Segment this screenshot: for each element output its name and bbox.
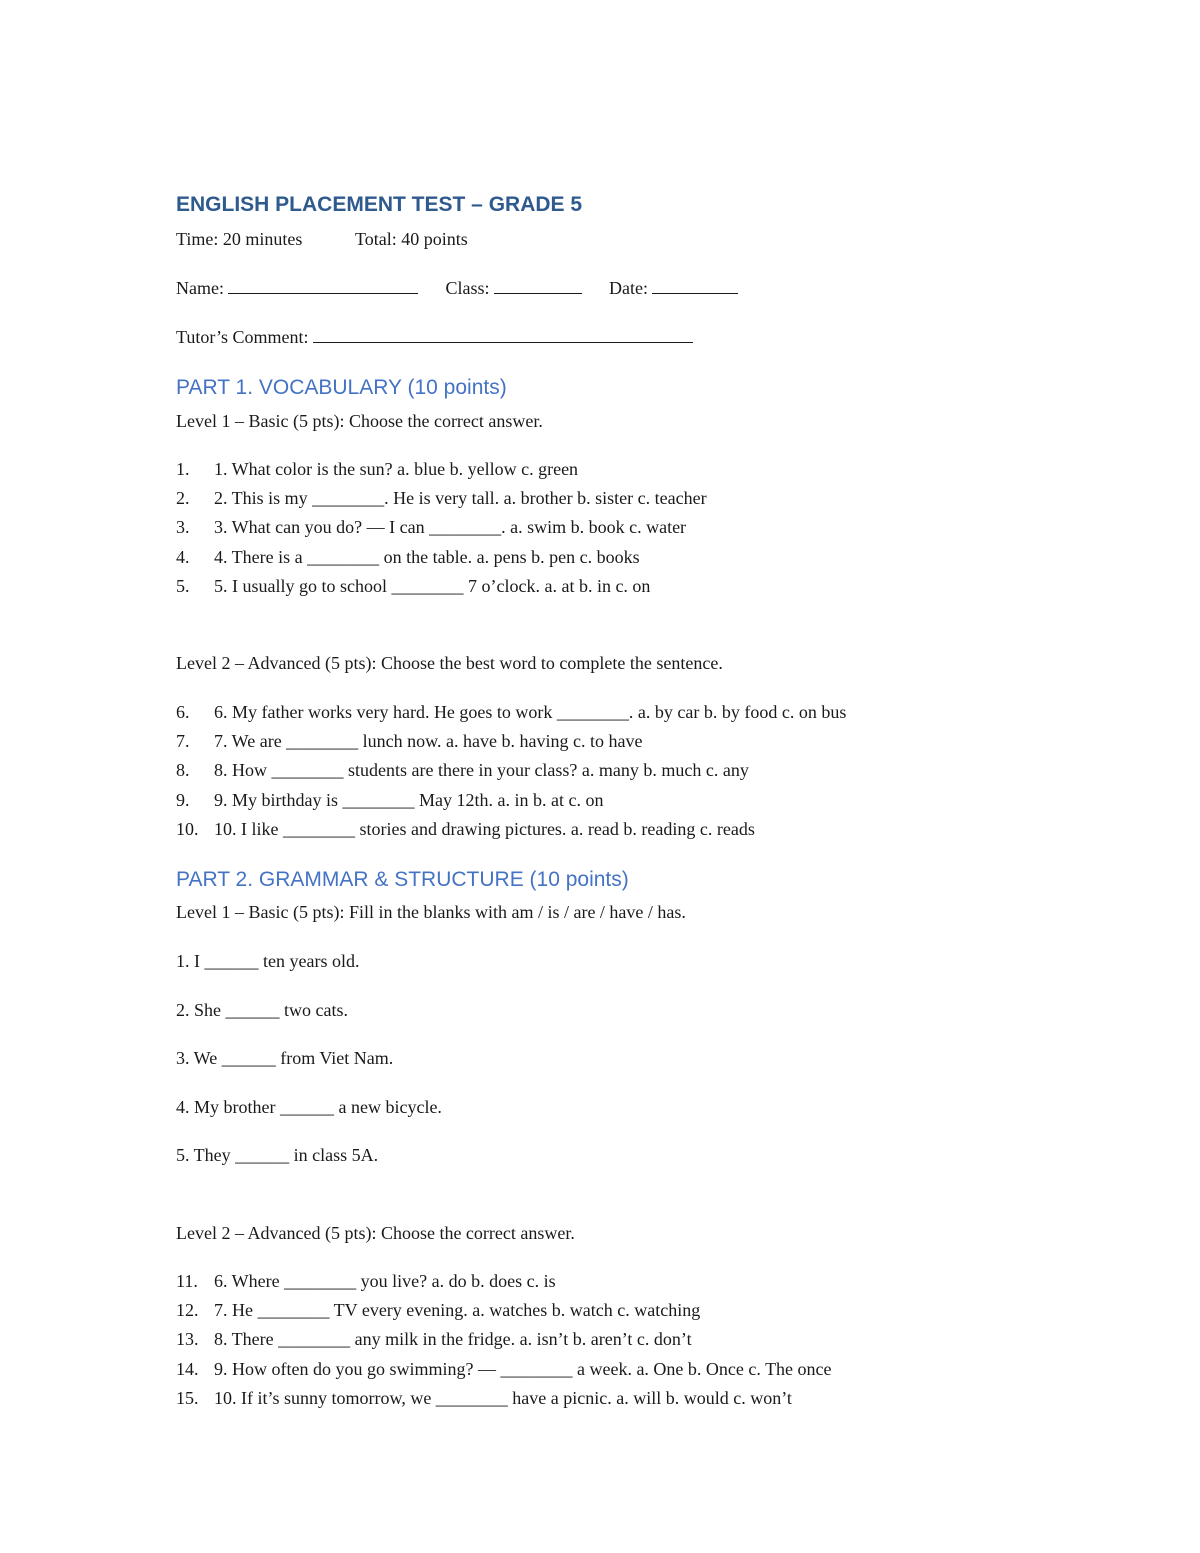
fill-blank-item: 4. My brother ______ a new bicycle. (176, 1097, 442, 1117)
list-item: 14. 9. How often do you go swimming? — ________ a week. a. One b. Once c. The once (176, 1358, 832, 1379)
name-label: Name: (176, 278, 224, 298)
part2-level2-list (176, 1271, 832, 1417)
part2-heading: PART 2. GRAMMAR & STRUCTURE (10 points) (176, 868, 629, 891)
list-item: 9. 9. My birthday is ________ May 12th. a. in b. at c. on (176, 789, 604, 810)
list-item: 13. 8. There ________ any milk in the fridge. a. isn’t b. aren’t c. don’t (176, 1329, 692, 1350)
part1-level1-list (176, 459, 707, 605)
list-item: 15. 10. If it’s sunny tomorrow, we ________ have a picnic. a. will b. would c. won’t (176, 1387, 792, 1408)
time-label: Time: 20 minutes (176, 229, 303, 249)
student-info-line (176, 278, 738, 299)
list-item: 10. 10. I like ________ stories and drawing pictures. a. read b. reading c. reads (176, 818, 755, 839)
fill-blank-item: 1. I ______ ten years old. (176, 951, 360, 971)
fill-blank-item: 5. They ______ in class 5A. (176, 1145, 379, 1165)
part2-level2-instructions: Level 2 – Advanced (5 pts): Choose the correct answer. (176, 1223, 575, 1243)
list-item: 5. 5. I usually go to school ________ 7 o’clock. a. at b. in c. on (176, 575, 651, 596)
list-item: 3. 3. What can you do? — I can ________. a. swim b. book c. water (176, 517, 687, 538)
list-item: 4. 4. There is a ________ on the table. a. pens b. pen c. books (176, 546, 640, 567)
list-item: 2. 2. This is my ________. He is very tall. a. brother b. sister c. teacher (176, 488, 707, 509)
list-item: 12. 7. He ________ TV every evening. a. watches b. watch c. watching (176, 1300, 701, 1321)
part1-level1-instructions: Level 1 – Basic (5 pts): Choose the correct answer. (176, 411, 543, 431)
list-item: 1. 1. What color is the sun? a. blue b. yellow c. green (176, 459, 579, 479)
list-item: 6. 6. My father works very hard. He goes to work ________. a. by car b. by food c. on bus (176, 702, 847, 722)
part1-level2-list (176, 702, 846, 848)
part1-level2-instructions: Level 2 – Advanced (5 pts): Choose the best word to complete the sentence. (176, 653, 723, 673)
list-item: 11. 6. Where ________ you live? a. do b. does c. is (176, 1271, 556, 1291)
comment-field[interactable] (313, 328, 693, 343)
list-item: 7. 7. We are ________ lunch now. a. have b. having c. to have (176, 731, 643, 752)
date-label: Date: (609, 278, 648, 298)
comment-label: Tutor’s Comment: (176, 327, 309, 347)
list-item: 8. 8. How ________ students are there in your class? a. many b. much c. any (176, 760, 749, 781)
class-field[interactable] (494, 279, 582, 294)
date-field[interactable] (652, 279, 738, 294)
part2-level1-instructions: Level 1 – Basic (5 pts): Fill in the blanks with am / is / are / have / has. (176, 902, 686, 922)
time-total-line (176, 229, 468, 250)
class-label: Class: (445, 278, 490, 298)
name-field[interactable] (228, 279, 418, 294)
part1-heading: PART 1. VOCABULARY (10 points) (176, 376, 507, 399)
page-title: ENGLISH PLACEMENT TEST – GRADE 5 (176, 193, 583, 216)
fill-blank-item: 3. We ______ from Viet Nam. (176, 1048, 394, 1068)
tutor-comment-line (176, 327, 693, 348)
total-label: Total: 40 points (355, 229, 468, 249)
fill-blank-item: 2. She ______ two cats. (176, 1000, 348, 1020)
